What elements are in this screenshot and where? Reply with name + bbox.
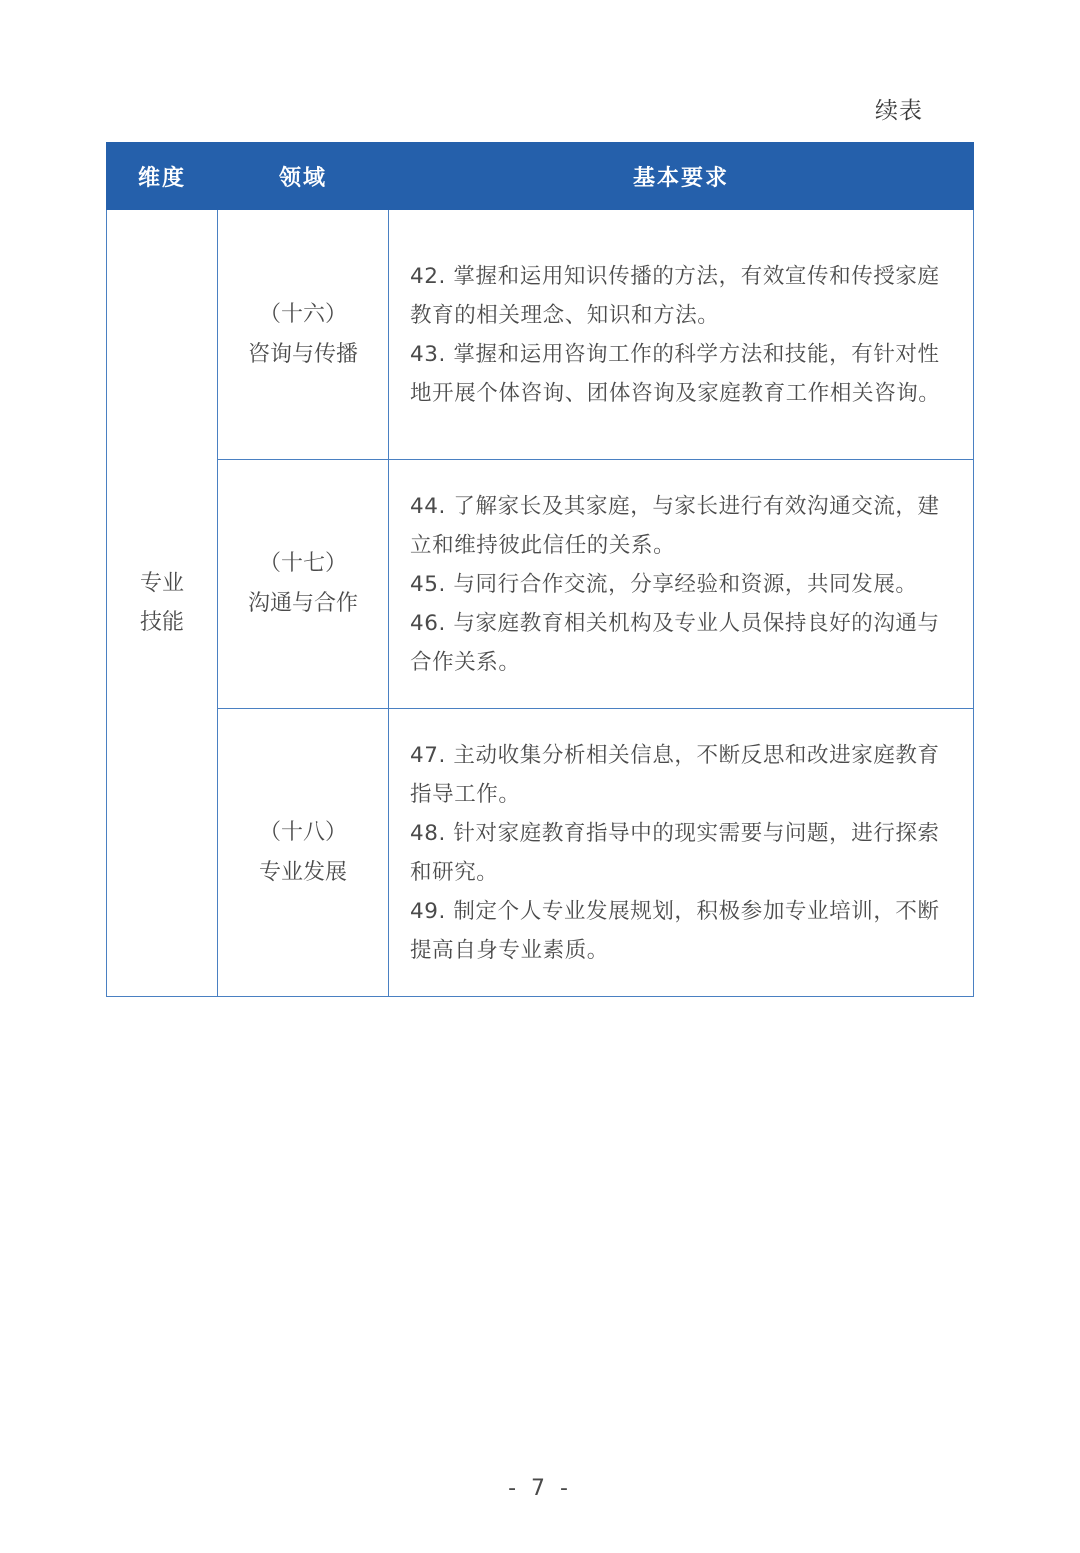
requirement-item: 49. 制定个人专业发展规划，积极参加专业培训，不断提高自身专业素质。 <box>410 898 940 963</box>
requirement-item: 42. 掌握和运用知识传播的方法，有效宣传和传授家庭教育的相关理念、知识和方法。 <box>410 263 940 328</box>
dimension-cell <box>107 210 218 997</box>
domain-name: 咨询与传播 <box>247 341 358 367</box>
table-row <box>107 709 974 997</box>
header-dimension: 维度 <box>107 143 218 210</box>
domain-number: （十六） <box>258 301 347 327</box>
dimension-label-line1: 专业 <box>139 571 184 596</box>
requirement-item: 47. 主动收集分析相关信息，不断反思和改进家庭教育指导工作。 <box>410 742 940 807</box>
domain-number: （十七） <box>258 551 347 576</box>
domain-cell <box>218 210 389 460</box>
requirements-cell <box>389 460 974 709</box>
requirement-item: 44. 了解家长及其家庭，与家长进行有效沟通交流，建立和维持彼此信任的关系。 <box>410 493 940 558</box>
requirements-cell <box>389 709 974 997</box>
page-number: - 7 - <box>508 1476 572 1501</box>
dimension-label-line2: 技能 <box>139 610 184 635</box>
header-requirements: 基本要求 <box>389 143 974 210</box>
domain-number: （十八） <box>258 819 347 845</box>
domain-name: 专业发展 <box>258 859 347 885</box>
domain-cell <box>218 709 389 997</box>
requirements-table <box>106 142 974 997</box>
requirement-item: 48. 针对家庭教育指导中的现实需要与问题，进行探索和研究。 <box>410 820 940 885</box>
domain-name: 沟通与合作 <box>247 591 358 616</box>
table-row <box>107 210 974 460</box>
requirements-cell <box>389 210 974 460</box>
requirement-item: 46. 与家庭教育相关机构及专业人员保持良好的沟通与合作关系。 <box>410 610 940 675</box>
requirement-item: 43. 掌握和运用咨询工作的科学方法和技能，有针对性地开展个体咨询、团体咨询及家庭教育工作相关咨询。 <box>410 341 941 406</box>
continued-table-label: 续表 <box>875 98 923 124</box>
table-row <box>107 460 974 709</box>
table-header-row <box>107 143 974 210</box>
header-domain: 领域 <box>218 143 389 210</box>
domain-cell <box>218 460 389 709</box>
requirement-item: 45. 与同行合作交流，分享经验和资源，共同发展。 <box>410 571 918 597</box>
